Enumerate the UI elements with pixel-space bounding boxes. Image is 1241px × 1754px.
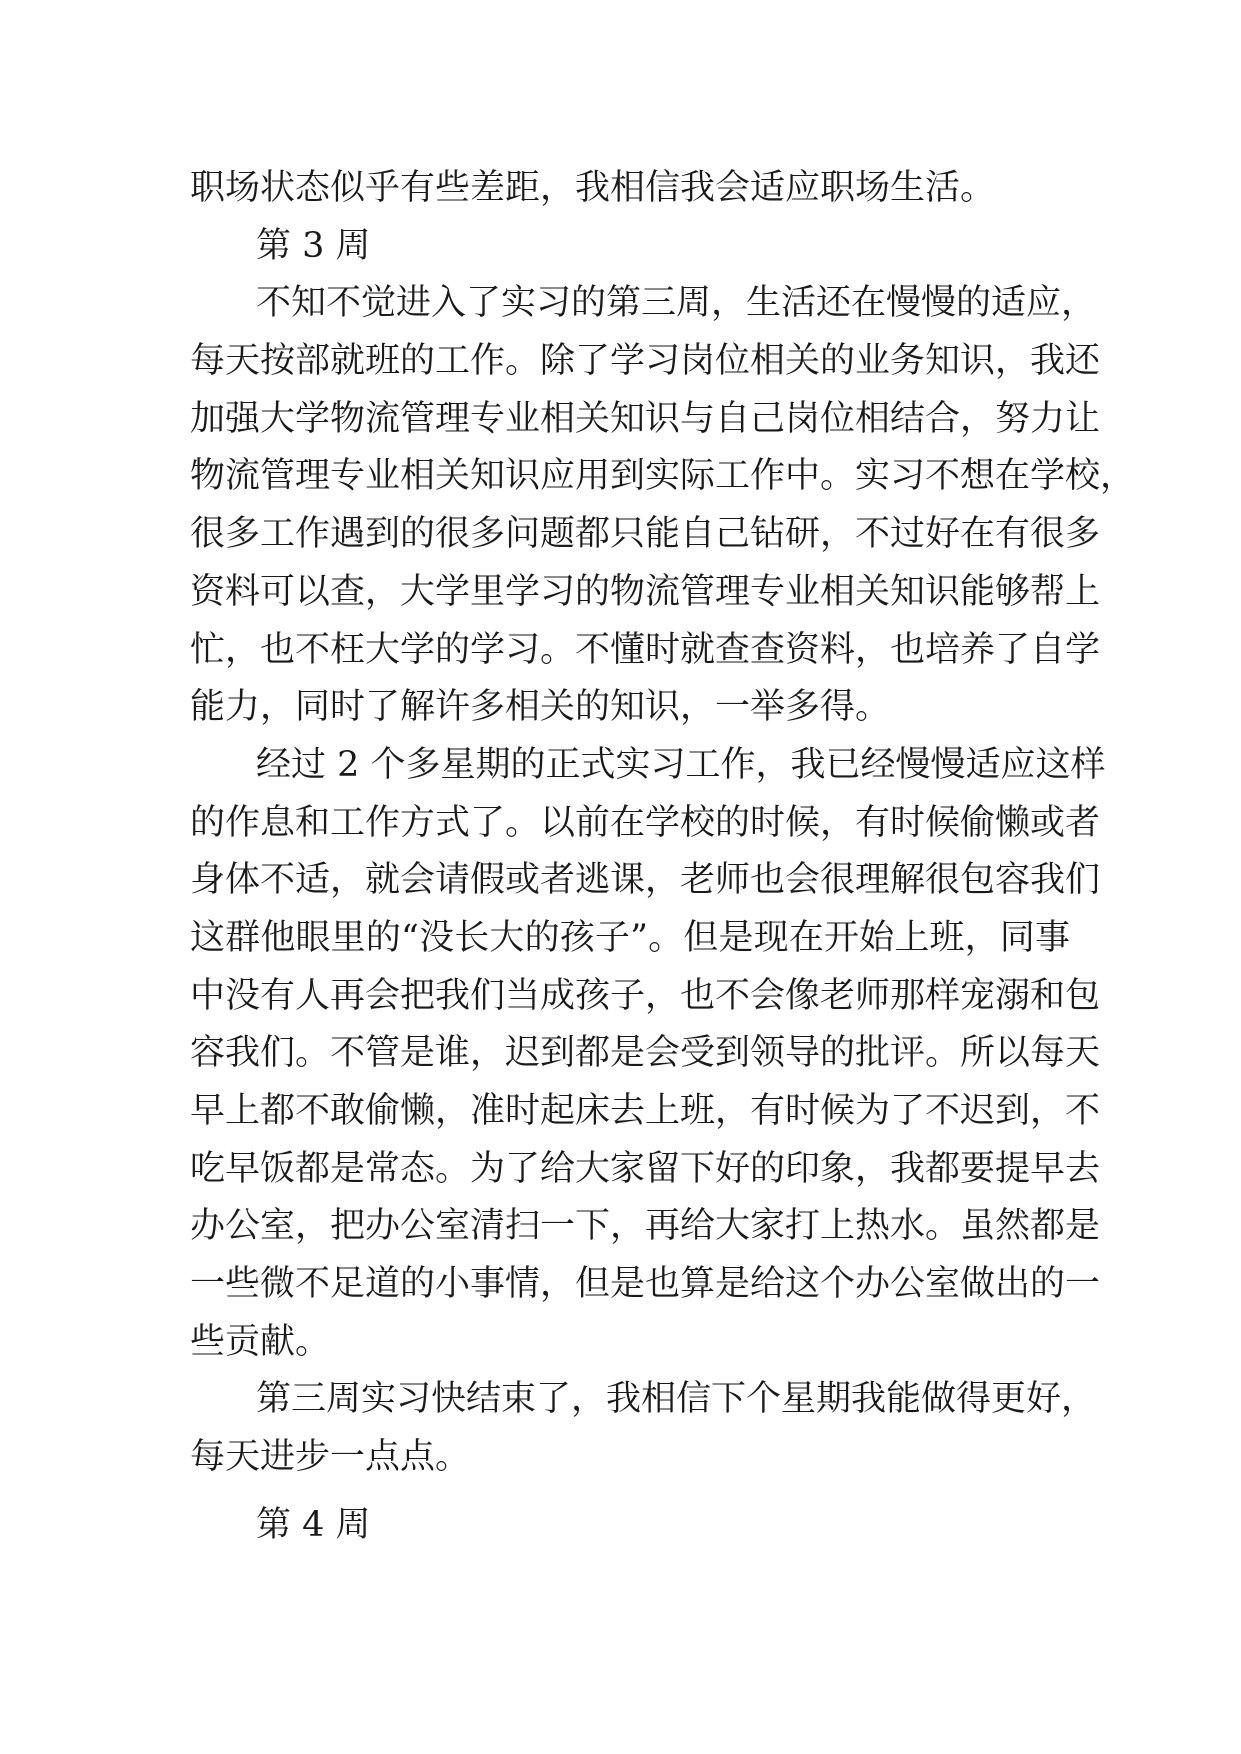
paragraph-gap — [190, 1487, 1070, 1497]
paragraph-line: 每天进步一点点。 — [190, 1437, 471, 1478]
paragraph-line: 加强大学物流管理专业相关知识与自己岗位相结合，努力让 — [190, 398, 1101, 439]
week-heading: 第 4 周 — [256, 1504, 371, 1545]
paragraph-line: 容我们。不管是谁，迟到都是会受到领导的批评。所以每天 — [190, 1033, 1101, 1074]
paragraph-line: 第三周实习快结束了，我相信下个星期我能做得更好， — [256, 1379, 1097, 1420]
paragraph-line: 忙，也不枉大学的学习。不懂时就查查资料，也培养了自学 — [190, 629, 1101, 670]
paragraph-line: 早上都不敢偷懒，准时起床去上班，有时候为了不迟到，不 — [190, 1091, 1101, 1131]
paragraph-line: 身体不适，就会请假或者逃课，老师也会很理解很包容我们 — [190, 860, 1101, 901]
paragraph-line: 能力，同时了解许多相关的知识，一举多得。 — [190, 687, 891, 728]
paragraph-line: 一些微不足道的小事情，但是也算是给这个办公室做出的一 — [190, 1264, 1101, 1305]
paragraph-line: 每天按部就班的工作。除了学习岗位相关的业务知识，我还 — [190, 341, 1101, 382]
paragraph-line: 中没有人再会把我们当成孩子，也不会像老师那样宠溺和包 — [190, 975, 1101, 1016]
document-page — [190, 160, 1136, 1555]
paragraph-line: 吃早饭都是常态。为了给大家留下好的印象，我都要提早去 — [190, 1148, 1101, 1189]
paragraph-line: 职场状态似乎有些差距，我相信我会适应职场生活。 — [190, 168, 996, 208]
paragraph-line: 物流管理专业相关知识应用到实际工作中。实习不想在学校， — [190, 456, 1136, 497]
week-heading: 第 3 周 — [256, 225, 371, 266]
paragraph-line: 资料可以查，大学里学习的物流管理专业相关知识能够帮上 — [190, 571, 1101, 612]
paragraph-line: 办公室，把办公室清扫一下，再给大家打上热水。虽然都是 — [190, 1206, 1101, 1247]
paragraph-line: 的作息和工作方式了。以前在学校的时候，有时候偷懒或者 — [190, 802, 1101, 843]
paragraph-line: 不知不觉进入了实习的第三周，生活还在慢慢的适应， — [256, 283, 1097, 324]
paragraph-line: 这群他眼里的“没长大的孩子”。但是现在开始上班，同事 — [190, 917, 1070, 958]
paragraph-line: 些贡献。 — [190, 1321, 331, 1362]
paragraph-line: 很多工作遇到的很多问题都只能自己钻研，不过好在有很多 — [190, 514, 1101, 555]
paragraph-line: 经过 2 个多星期的正式实习工作，我已经慢慢适应这样 — [256, 744, 1106, 785]
